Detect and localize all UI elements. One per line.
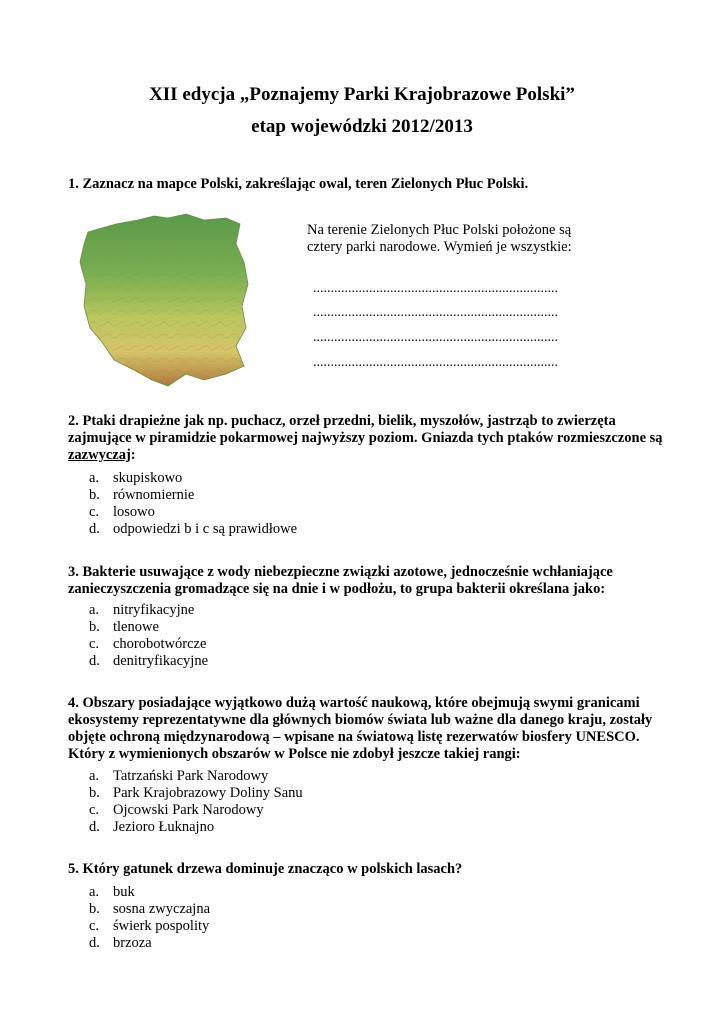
answer-line-4[interactable]: ......................................................................: [313, 355, 558, 370]
option[interactable]: c. świerk pospolity: [89, 918, 210, 934]
question-5: 5. Który gatunek drzewa dominuje znacząco w polskich lasach?: [68, 861, 463, 877]
option[interactable]: a. skupiskowo: [89, 470, 183, 486]
question-1: 1. Zaznacz na mapce Polski, zakreślając owal, teren Zielonych Płuc Polski.: [68, 176, 529, 192]
option[interactable]: d. odpowiedzi b i c są prawidłowe: [89, 521, 298, 537]
question-4: 4. Obszary posiadające wyjątkowo dużą wartość naukową, które obejmują swymi granicami ekosystemy reprezentatywne dla głównych biomów świata lub ważne dla danego kraju, zostały objęte ochroną międzynarodową – wpisane na światową listę rezerwatów biosfery UNESCO. Który z wymienionych obszarów w Polsce nie zdobył jeszcze takiej rangi:: [68, 695, 653, 762]
option[interactable]: a. buk: [89, 884, 135, 900]
option[interactable]: d. denitryfikacyjne: [89, 653, 209, 669]
answer-line-1[interactable]: ......................................................................: [313, 281, 558, 296]
poland-map[interactable]: [76, 210, 254, 392]
option[interactable]: b. równomiernie: [89, 487, 195, 503]
answer-line-3[interactable]: ......................................................................: [313, 330, 558, 345]
question-2-text: 2. Ptaki drapieżne jak np. puchacz, orzeł przedni, bielik, myszołów, jastrząb to zwierzęta zajmujące w piramidzie pokarmowej najwyższy poziom. Gniazda tych ptaków rozmieszczone są: [68, 413, 663, 446]
option[interactable]: b. sosna zwyczajna: [89, 901, 211, 917]
question-2-options: [89, 470, 297, 538]
option[interactable]: d. brzoza: [89, 935, 152, 951]
option[interactable]: b. tlenowe: [89, 619, 159, 635]
question-3-options: [89, 602, 208, 670]
q1-side-text: Na terenie Zielonych Płuc Polski położone są cztery parki narodowe. Wymień je wszystkie:: [307, 222, 572, 255]
question-3: 3. Bakterie usuwające z wody niebezpieczne związki azotowe, jednocześnie wchłaniające zanieczyszczenia gromadzące się na dnie i w podłożu, to grupa bakterii określana jako:: [68, 564, 613, 597]
question-4-options: [89, 768, 303, 836]
option[interactable]: c. chorobotwórcze: [89, 636, 207, 652]
answer-line-2[interactable]: ......................................................................: [313, 305, 558, 320]
question-2-emphasis: zazwyczaj: [68, 447, 131, 463]
question-5-options: [89, 884, 210, 952]
option[interactable]: d. Jezioro Łuknajno: [89, 819, 215, 835]
question-2: [68, 413, 668, 464]
option[interactable]: c. losowo: [89, 504, 155, 520]
option[interactable]: a. nitryfikacyjne: [89, 602, 195, 618]
option[interactable]: b. Park Krajobrazowy Doliny Sanu: [89, 785, 303, 801]
option[interactable]: a. Tatrzański Park Narodowy: [89, 768, 269, 784]
option[interactable]: c. Ojcowski Park Narodowy: [89, 802, 264, 818]
page-title: XII edycja „Poznajemy Parki Krajobrazowe Polski”: [149, 84, 575, 105]
page-subtitle: etap wojewódzki 2012/2013: [251, 116, 473, 137]
question-2-colon: :: [130, 447, 136, 463]
